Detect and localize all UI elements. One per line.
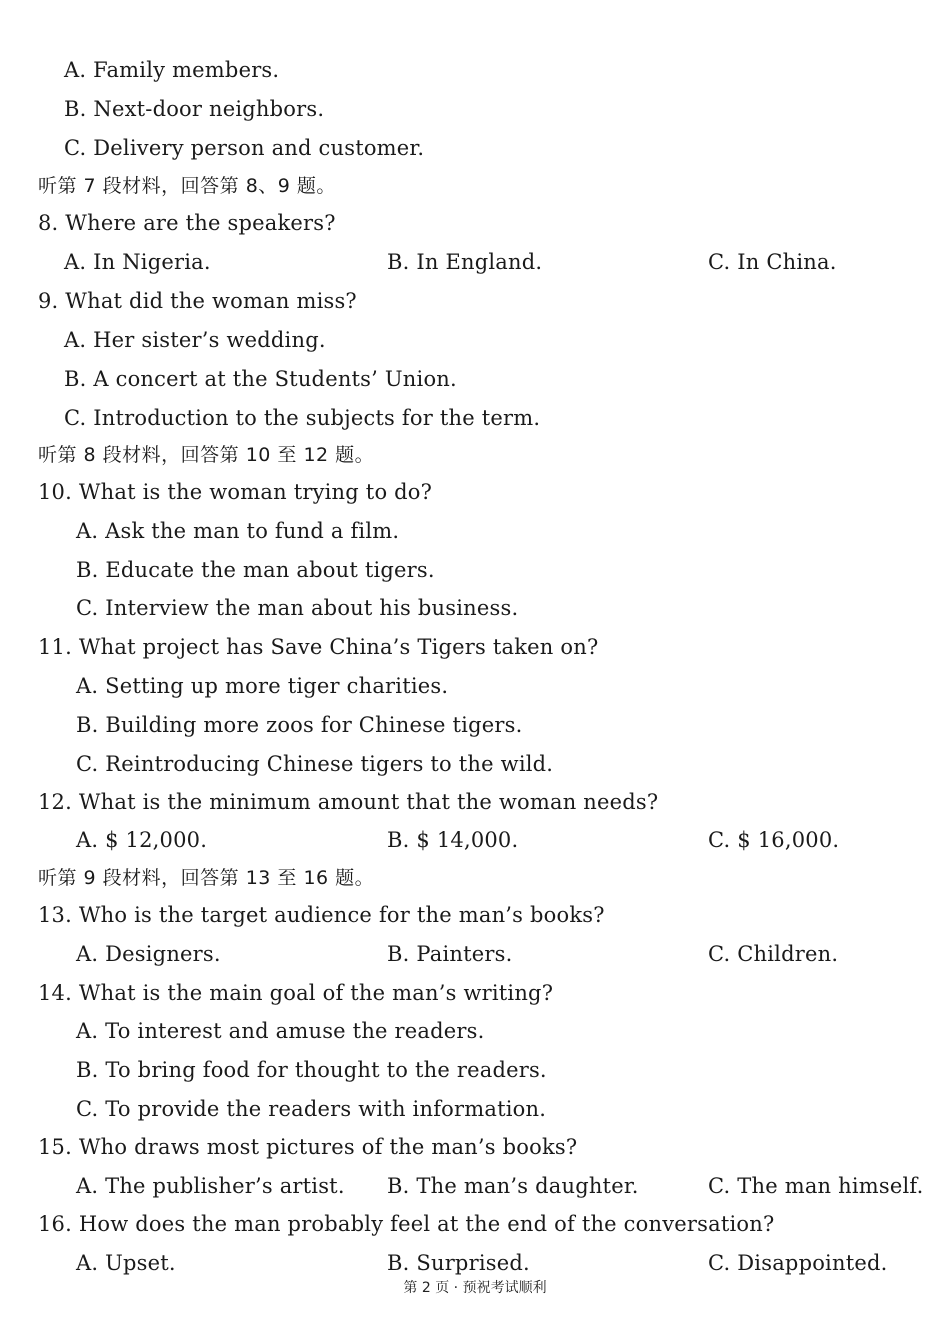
q9-option-c: C. Introduction to the subjects for the term. [64,406,541,430]
q13-option-a: A. Designers. [76,942,221,966]
q11-option-a: A. Setting up more tiger charities. [76,674,449,698]
q12-option-b: B. $ 14,000. [387,828,519,852]
q16-option-c: C. Disappointed. [708,1251,888,1275]
q16-question: 16. How does the man probably feel at the end of the conversation? [38,1212,775,1236]
q12-option-c: C. $ 16,000. [708,828,840,852]
q13-question: 13. Who is the target audience for the man’s books? [38,903,605,927]
q14-question: 14. What is the main goal of the man’s writing? [38,981,554,1005]
q15-option-c: C. The man himself. [708,1174,924,1198]
q9-option-a: A. Her sister’s wedding. [64,328,326,352]
q13-option-b: B. Painters. [387,942,513,966]
section-7-instruction: 听第 7 段材料，回答第 8、9 题。 [38,175,336,197]
section-9-instruction: 听第 9 段材料，回答第 13 至 16 题。 [38,867,375,889]
q10-question: 10. What is the woman trying to do? [38,480,433,504]
q15-question: 15. Who draws most pictures of the man’s books? [38,1135,578,1159]
q7-option-c: C. Delivery person and customer. [64,136,425,160]
q13-option-c: C. Children. [708,942,839,966]
q14-option-b: B. To bring food for thought to the readers. [76,1058,547,1082]
q16-option-a: A. Upset. [76,1251,176,1275]
q8-option-c: C. In China. [708,250,837,274]
q10-option-c: C. Interview the man about his business. [76,596,519,620]
q10-option-b: B. Educate the man about tigers. [76,558,435,582]
q9-question: 9. What did the woman miss? [38,289,357,313]
q16-option-b: B. Surprised. [387,1251,530,1275]
q8-question: 8. Where are the speakers? [38,211,336,235]
q15-option-a: A. The publisher’s artist. [76,1174,345,1198]
q12-question: 12. What is the minimum amount that the woman needs? [38,790,659,814]
q10-option-a: A. Ask the man to fund a film. [76,519,400,543]
q11-option-c: C. Reintroducing Chinese tigers to the wild. [76,752,554,776]
q14-option-a: A. To interest and amuse the readers. [76,1019,485,1043]
q12-option-a: A. $ 12,000. [76,828,208,852]
q7-option-a: A. Family members. [64,58,280,82]
section-8-instruction: 听第 8 段材料，回答第 10 至 12 题。 [38,444,375,466]
q11-option-b: B. Building more zoos for Chinese tigers. [76,713,523,737]
q11-question: 11. What project has Save China’s Tigers taken on? [38,635,599,659]
q15-option-b: B. The man’s daughter. [387,1174,639,1198]
q7-option-b: B. Next-door neighbors. [64,97,325,121]
q8-option-b: B. In England. [387,250,543,274]
q14-option-c: C. To provide the readers with information. [76,1097,547,1121]
page-footer: 第 2 页 · 预祝考试顺利 [403,1280,547,1296]
q8-option-a: A. In Nigeria. [64,250,211,274]
q9-option-b: B. A concert at the Students’ Union. [64,367,457,391]
